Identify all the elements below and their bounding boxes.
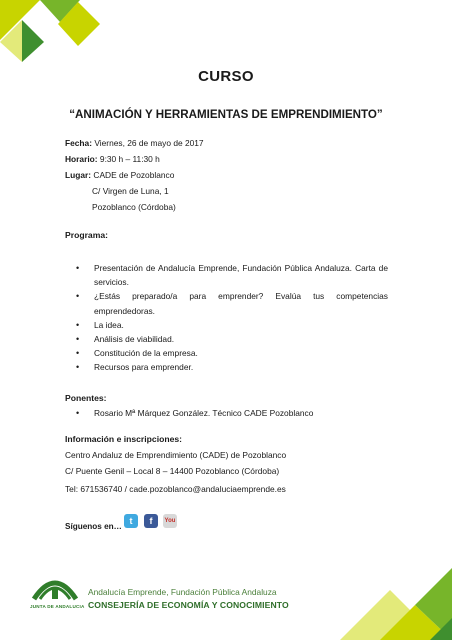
corner-decoration-bottom: [340, 565, 452, 640]
place-label: Lugar:: [65, 170, 92, 180]
logo-caption: JUNTA DE ANDALUCIA: [30, 604, 85, 609]
program-item-1-line-1: • Presentación de Andalucía Emprende, Fundación Pública Andaluza. Carta de: [94, 263, 388, 273]
date-value: Viernes, 26 de mayo de 2017: [92, 138, 204, 148]
info-contact: Tel: 671536740 / cade.pozoblanco@andaluciaemprende.es: [65, 484, 286, 494]
program-list: [76, 261, 388, 375]
follow-us-label: Síguenos en…: [65, 522, 122, 531]
place-address: C/ Virgen de Luna, 1: [92, 186, 169, 196]
schedule-value: 9:30 h – 11:30 h: [97, 154, 160, 164]
list-item: • Análisis de viabilidad.: [76, 332, 388, 346]
info-center: Centro Andaluz de Emprendimiento (CADE) de Pozoblanco: [65, 450, 287, 460]
junta-andalucia-logo: [30, 573, 80, 607]
place-city: Pozoblanco (Córdoba): [92, 202, 176, 212]
program-item-2-line-2: emprendedoras.: [94, 305, 155, 316]
program-item-1-line-2: servicios.: [94, 277, 129, 288]
list-item: • Rosario Mª Márquez González. Técnico CADE Pozoblanco: [76, 406, 396, 420]
list-item: • Constitución de la empresa.: [76, 346, 388, 360]
schedule-line: [65, 154, 160, 165]
footer-ministry: CONSEJERÍA DE ECONOMÍA Y CONOCIMIENTO: [88, 600, 289, 610]
list-item: • La idea.: [76, 318, 388, 332]
speakers-heading: Ponentes:: [65, 393, 107, 403]
facebook-glyph: f: [149, 516, 153, 526]
youtube-glyph: You: [164, 518, 176, 524]
youtube-icon[interactable]: [163, 514, 177, 528]
twitter-icon[interactable]: [124, 514, 138, 528]
program-item-2-line-1: • ¿Estás preparado/a para emprender? Evalúa tus competencias: [94, 291, 388, 302]
list-item: [76, 289, 388, 317]
info-address: C/ Puente Genil – Local 8 – 14400 Pozoblanco (Córdoba): [65, 466, 280, 476]
footer-foundation: Andalucía Emprende, Fundación Pública Andaluza: [88, 587, 277, 597]
schedule-label: Horario:: [65, 154, 98, 164]
date-line: [65, 138, 204, 149]
list-item: [76, 261, 388, 289]
date-label: Fecha:: [65, 138, 92, 148]
twitter-glyph: t: [129, 516, 133, 526]
course-subtitle: “ANIMACIÓN Y HERRAMIENTAS DE EMPRENDIMIENTO”: [69, 108, 383, 121]
list-item: • Recursos para emprender.: [76, 360, 388, 374]
speakers-list: [76, 406, 396, 420]
place-value: CADE de Pozoblanco: [91, 170, 175, 180]
program-heading: Programa:: [65, 230, 108, 240]
place-line: [65, 170, 174, 181]
facebook-icon[interactable]: [144, 514, 158, 528]
document-title: CURSO: [198, 68, 254, 85]
info-heading: Información e inscripciones:: [65, 434, 182, 444]
corner-decoration-top: [0, 0, 120, 70]
